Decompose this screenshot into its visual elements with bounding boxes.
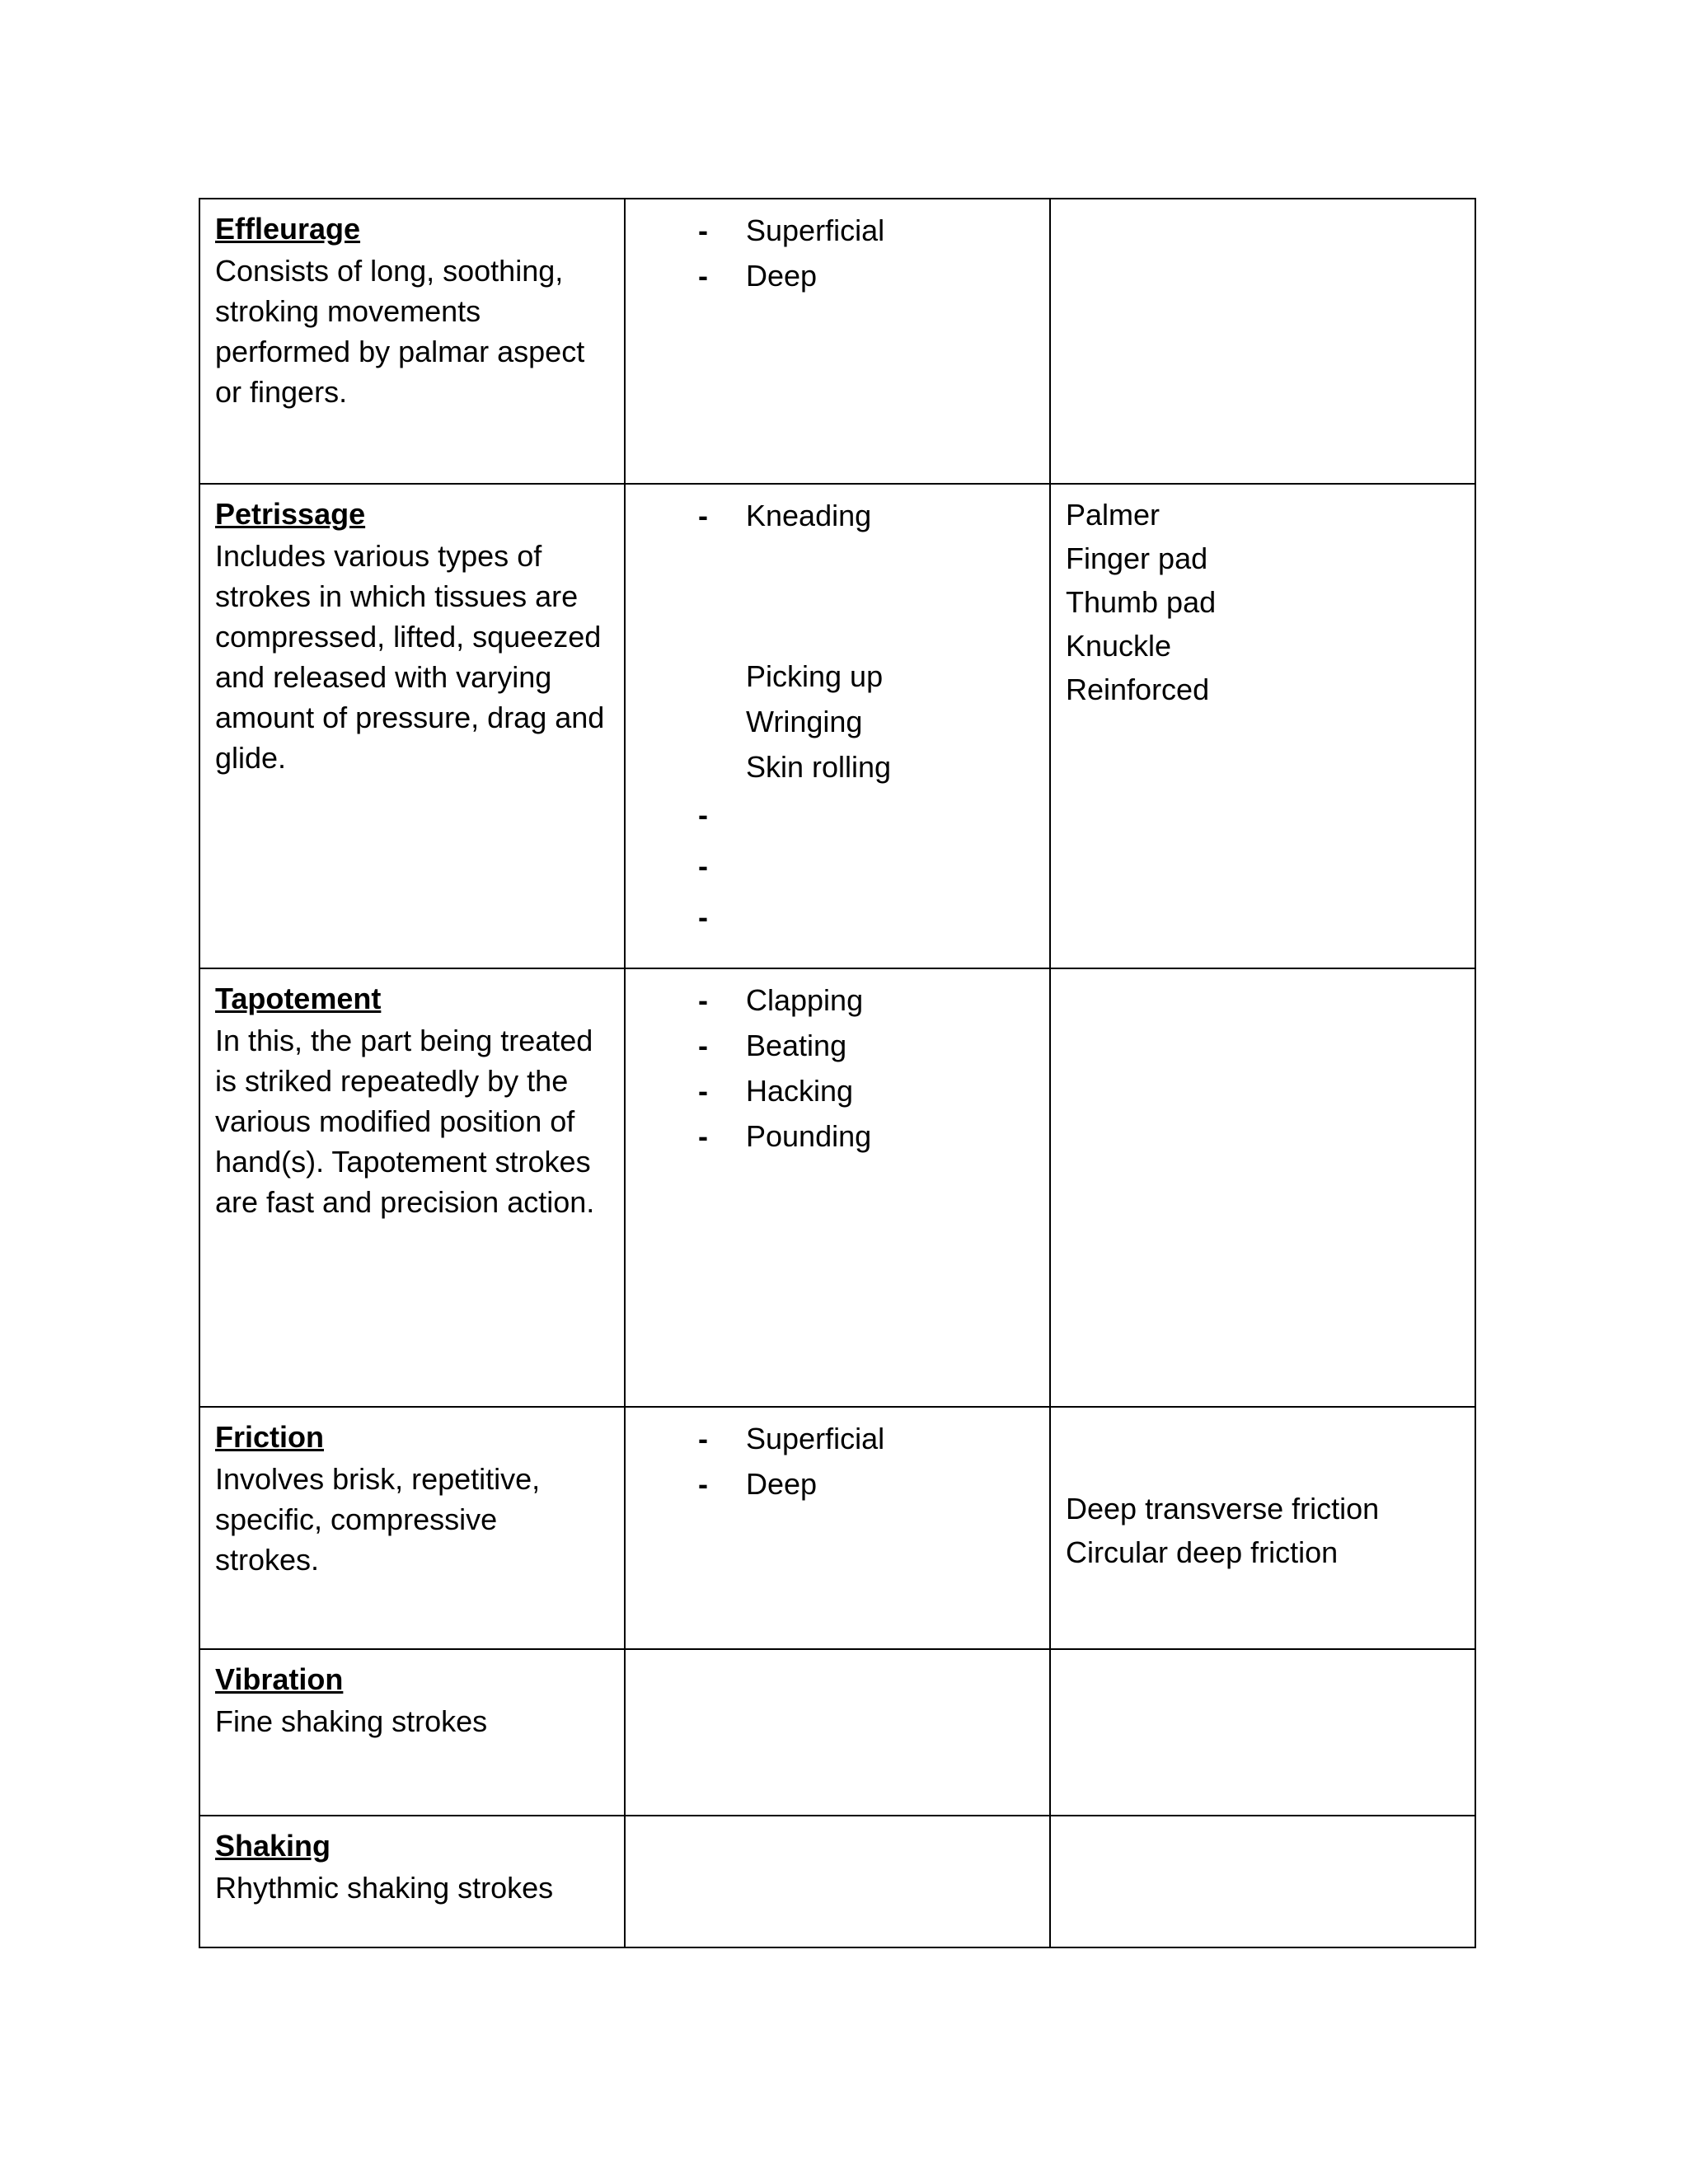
variations-list [1066,1487,1460,1574]
technique-description: Includes various types of strokes in which tissues are compressed, lifted, squeezed and released with varying amount of pressure, drag and glide. [215,539,605,775]
table-row [199,1816,1475,1947]
list-item: Palmer [1066,498,1160,532]
list-item [640,841,1034,892]
types-cell [625,484,1050,968]
list-item [640,1461,1034,1507]
types-cell [625,968,1050,1407]
list-item: Thumb pad [1066,585,1217,619]
table-row [199,199,1475,484]
list-item [640,892,1034,943]
technique-cell [199,1649,625,1816]
technique-term: Petrissage [215,497,366,531]
variations-cell [1050,1649,1475,1816]
type-label: Deep [746,259,818,293]
table-row [199,1407,1475,1649]
list-item [640,1113,1034,1159]
types-list [640,208,1034,298]
type-label: Beating [746,1029,847,1062]
variations-cell [1050,1407,1475,1649]
technique-cell [199,1816,625,1947]
variations-cell [1050,484,1475,968]
technique-term: Friction [215,1420,324,1454]
technique-description: Involves brisk, repetitive, specific, compressive strokes. [215,1462,541,1577]
dash-bullet: - [698,499,708,532]
technique-description: Fine shaking strokes [215,1704,488,1738]
variations-list [1066,493,1460,711]
technique-description: Rhythmic shaking strokes [215,1871,554,1905]
orphan-dash-list [640,790,1034,943]
list-item [640,977,1034,1023]
dash-bullet: - [698,849,708,883]
list-item [640,493,1034,538]
list-item [640,1023,1034,1068]
dash-bullet: - [698,900,708,934]
type-label: Deep [746,1467,818,1501]
dash-bullet: - [698,1074,708,1108]
list-item [640,208,1034,253]
list-item [640,253,1034,298]
list-item [640,1416,1034,1461]
type-label: Superficial [746,1422,885,1455]
massage-techniques-table [199,198,1476,1948]
dash-bullet: - [698,1119,708,1153]
technique-cell [199,484,625,968]
type-label: Clapping [746,983,864,1017]
technique-term: Effleurage [215,212,361,246]
technique-term: Vibration [215,1662,344,1696]
list-item: Wringing [746,705,863,738]
table-row [199,1649,1475,1816]
variations-cell [1050,1816,1475,1947]
table-row [199,484,1475,968]
dash-bullet: - [698,1422,708,1455]
technique-term: Tapotement [215,982,382,1015]
type-label: Pounding [746,1119,872,1153]
technique-description: In this, the part being treated is striked repeatedly by the various modified position of hand(s). Tapotement strokes are fast and precision action. [215,1024,595,1219]
types-cell [625,199,1050,484]
types-list [640,977,1034,1159]
list-item: Skin rolling [746,750,892,784]
list-item [640,1068,1034,1113]
type-label: Superficial [746,213,885,247]
dash-bullet: - [698,798,708,832]
types-cell [625,1649,1050,1816]
type-label: Hacking [746,1074,854,1108]
types-cell [625,1816,1050,1947]
list-item: Finger pad [1066,541,1208,575]
types-cell [625,1407,1050,1649]
list-item: Circular deep friction [1066,1535,1339,1569]
variations-cell [1050,968,1475,1407]
technique-description: Consists of long, soothing, stroking movements performed by palmar aspect or fingers. [215,254,585,409]
list-item [640,790,1034,841]
list-item: Deep transverse friction [1066,1492,1380,1526]
table-row [199,968,1475,1407]
types-list [640,493,1034,538]
technique-cell [199,1407,625,1649]
variations-cell [1050,199,1475,484]
type-label: Kneading [746,499,872,532]
dash-bullet: - [698,983,708,1017]
types-list [640,1416,1034,1507]
types-extra-list [640,654,1034,790]
dash-bullet: - [698,259,708,293]
list-item: Reinforced [1066,673,1210,706]
technique-term: Shaking [215,1829,331,1863]
technique-cell [199,199,625,484]
dash-bullet: - [698,1029,708,1062]
dash-bullet: - [698,213,708,247]
list-item: Knuckle [1066,629,1172,663]
list-item: Picking up [746,659,884,693]
dash-bullet: - [698,1467,708,1501]
technique-cell [199,968,625,1407]
